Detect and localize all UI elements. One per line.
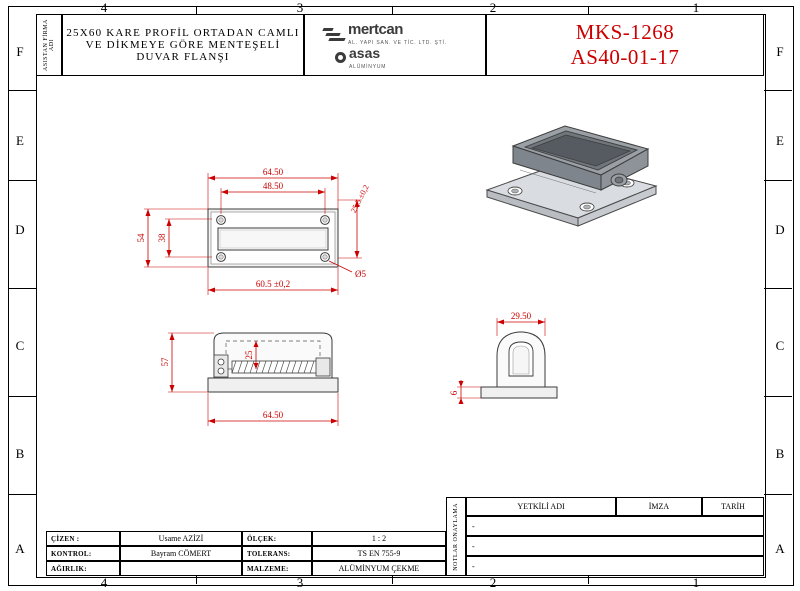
zone-number-bottom-4: 4: [100, 575, 108, 590]
zone-letter-left-B: B: [15, 446, 25, 461]
scale-label: ÖLÇEK:: [247, 534, 277, 543]
approval-col-name-label: YETKİLİ ADI: [517, 502, 565, 511]
approval-row-1-value: -: [472, 521, 475, 531]
title-block-bottom: [36, 502, 764, 576]
zone-number-top-3: 3: [296, 0, 304, 15]
approval-row-3-value: -: [472, 561, 475, 571]
tolerance-label: TOLERANS:: [247, 549, 291, 558]
drawn-by-label-cell: [46, 531, 120, 546]
checked-by-label-cell: [46, 546, 120, 561]
approval-col-name-header: [466, 497, 616, 516]
zone-letter-left-D: D: [15, 222, 25, 237]
drawing-revision: AS40-01-17: [570, 45, 680, 69]
dim-front-overall-width: 64.50: [262, 167, 284, 177]
approval-side-label: NOTLAR ONAYLAMA: [453, 502, 459, 571]
asas-logo-text: asas: [349, 45, 381, 61]
mertcan-logo-sub: AL. YAPI SAN. VE TİC. LTD. ŞTİ.: [348, 40, 447, 46]
dim-section-height: 57: [160, 357, 170, 367]
dim-front-bottom: 60.5 ±0,2: [255, 279, 291, 289]
dim-section-width: 64.50: [262, 410, 284, 420]
material-label: MALZEME:: [247, 564, 289, 573]
zone-letter-left-A: A: [15, 541, 25, 556]
dim-side-width: 29.50: [510, 311, 532, 321]
drawn-by-value: Usame AZİZİ: [158, 534, 204, 543]
weight-value-cell: [120, 561, 242, 576]
zone-letter-right-A: A: [775, 541, 785, 556]
material-value-cell: [312, 561, 446, 576]
zone-number-bottom-3: 3: [296, 575, 304, 590]
tolerance-value: TS EN 755-9: [357, 549, 401, 558]
approval-row-1: [466, 516, 764, 536]
zone-number-top-2: 2: [489, 0, 497, 15]
dim-front-right-vertical: 25,5 ±0,2: [348, 183, 371, 215]
approval-col-signature-label: İMZA: [648, 502, 670, 511]
dim-front-hole-span: 48.50: [262, 181, 284, 191]
approval-row-2: [466, 536, 764, 556]
approval-col-signature-header: [616, 497, 702, 516]
zone-letter-right-D: D: [775, 222, 785, 237]
side-view: [457, 318, 557, 404]
approval-col-date-header: [702, 497, 764, 516]
asas-logo-sub: ALÜMİNYUM: [349, 64, 387, 70]
approval-side-label-cell: [446, 497, 466, 576]
isometric-view: [487, 126, 656, 226]
dim-section-inner-height: 25: [244, 350, 254, 360]
drawn-by-value-cell: [120, 531, 242, 546]
zone-letter-left-C: C: [15, 338, 25, 353]
material-label-cell: [242, 561, 312, 576]
dim-front-hole-dia: Ø5: [355, 269, 366, 279]
dim-front-height-outer: 54: [136, 233, 146, 243]
front-view: [144, 173, 362, 295]
zone-number-bottom-1: 1: [692, 575, 700, 590]
zone-letter-left-F: F: [16, 44, 24, 59]
scale-value-cell: [312, 531, 446, 546]
zone-letter-right-B: B: [775, 446, 785, 461]
zone-number-top-4: 4: [100, 0, 108, 15]
material-value: ALÜMİNYUM ÇEKME: [338, 564, 420, 573]
mertcan-logo-text: mertcan: [348, 21, 403, 38]
dim-front-height-inner: 38: [157, 233, 167, 243]
scale-value: 1 : 2: [371, 534, 387, 543]
zone-letter-right-F: F: [776, 44, 784, 59]
drawn-by-label: ÇİZEN :: [51, 534, 80, 543]
zone-letter-right-C: C: [775, 338, 785, 353]
tolerance-label-cell: [242, 546, 312, 561]
checked-by-label: KONTROL:: [51, 549, 92, 558]
approval-col-date-label: TARİH: [721, 502, 745, 511]
zone-number-bottom-2: 2: [489, 575, 497, 590]
approval-row-2-value: -: [472, 541, 475, 551]
zone-letter-left-E: E: [16, 133, 24, 148]
weight-label-cell: [46, 561, 120, 576]
drawing-number: MKS-1268: [575, 20, 675, 44]
zone-number-top-1: 1: [692, 0, 700, 15]
dim-side-plate-thickness: 6: [449, 390, 459, 396]
checked-by-value-cell: [120, 546, 242, 561]
part-description: 25X60 KARE PROFİL ORTADAN CAMLI VE DİKMEYE GÖRE MENTEŞELİ DUVAR FLANŞI: [66, 27, 300, 63]
checked-by-value: Bayram CÖMERT: [150, 549, 212, 558]
weight-label: AĞIRLIK:: [51, 564, 87, 573]
customer-name-label: ASISTAN FİRMA ADI: [43, 19, 55, 71]
scale-label-cell: [242, 531, 312, 546]
section-view: [168, 333, 338, 426]
tolerance-value-cell: [312, 546, 446, 561]
zone-letter-right-E: E: [776, 133, 784, 148]
approval-row-3: [466, 556, 764, 576]
